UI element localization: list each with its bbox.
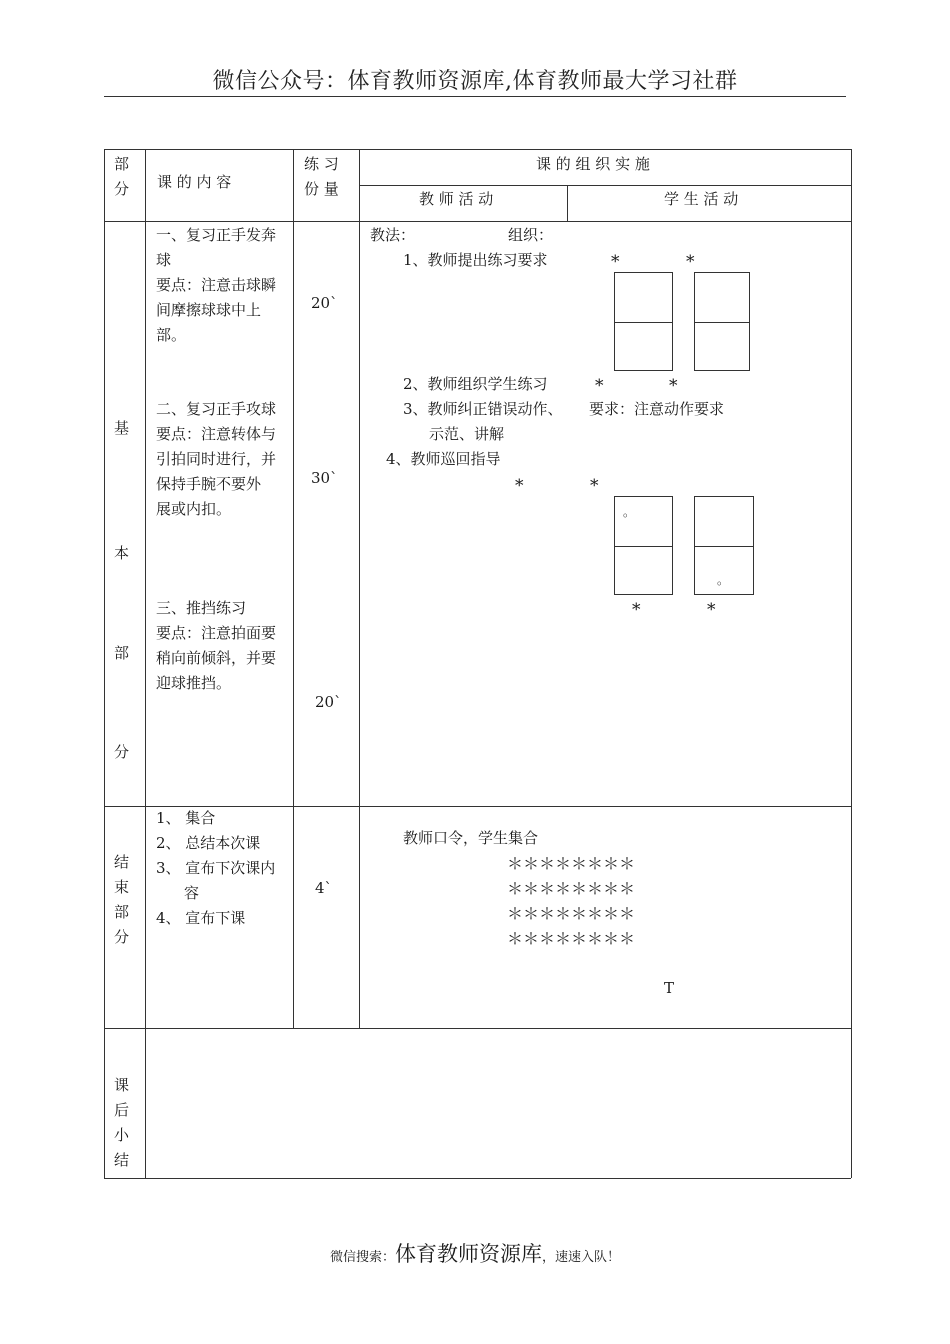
col-amount-label-1: 练 习 xyxy=(304,155,339,173)
basic-content-line: 引拍同时进行，并 xyxy=(156,450,277,468)
footer-prefix: 微信搜索： xyxy=(329,1250,395,1265)
step-1: 1、教师提出练习要求 xyxy=(403,251,548,269)
ending-content-line: 4、 宣布下课 xyxy=(156,909,246,927)
table-net-line xyxy=(695,322,749,323)
page-header-title: 微信公众号：体育教师资源库,体育教师最大学习社群 xyxy=(212,69,738,94)
table-border-top xyxy=(104,149,851,150)
step-2: 2、教师组织学生练习 xyxy=(403,375,548,393)
table-net-line xyxy=(615,322,672,323)
footer-account-name: 体育教师资源库 xyxy=(395,1242,542,1266)
summary-section-char-4: 结 xyxy=(114,1151,130,1169)
basic-content-line: 要点：注意拍面要 xyxy=(156,624,277,642)
student-marker: * xyxy=(707,600,716,620)
table-border-left xyxy=(104,149,105,1178)
student-marker: * xyxy=(686,252,695,272)
ending-content-line: 3、 宣布下次课内 xyxy=(156,859,276,877)
student-formation-row: ＊＊＊＊＊＊＊＊ xyxy=(507,854,636,873)
basic-content-line: 要点：注意击球瞬 xyxy=(156,276,277,294)
footer-suffix: ，速速入队！ xyxy=(542,1250,621,1265)
ball-marker: 。 xyxy=(623,505,636,519)
basic-content-line: 展或内扣。 xyxy=(156,500,232,518)
table-line-col2 xyxy=(293,149,294,1028)
table-border-right xyxy=(851,149,852,1178)
ball-marker: 。 xyxy=(717,573,730,587)
step-3: 3、教师纠正错误动作、 xyxy=(403,400,563,418)
summary-section-char-3: 小 xyxy=(114,1126,130,1144)
student-marker: * xyxy=(595,376,604,396)
teacher-command: 教师口令，学生集合 xyxy=(403,829,539,847)
ending-content-line: 容 xyxy=(184,884,200,902)
col-content-label: 课 的 内 容 xyxy=(157,173,232,191)
student-marker: * xyxy=(669,376,678,396)
ending-content-line: 1、 集合 xyxy=(156,809,216,827)
basic-section-char-4: 分 xyxy=(114,743,130,761)
table-tennis-table-diagram xyxy=(614,496,673,595)
amount-drill-1: 20` xyxy=(311,294,338,312)
student-marker: * xyxy=(515,476,524,496)
basic-content-line: 三、推挡练习 xyxy=(156,599,247,617)
basic-content-line: 球 xyxy=(156,251,172,269)
teacher-position-marker: T xyxy=(664,979,675,997)
table-line-col4 xyxy=(567,185,568,221)
amount-drill-2: 30` xyxy=(311,469,338,487)
basic-content-line: 间摩擦球球中上 xyxy=(156,301,262,319)
table-line-ending-bottom xyxy=(104,1028,851,1029)
ending-section-char-1: 结 xyxy=(114,853,130,871)
basic-content-line: 要点：注意转体与 xyxy=(156,425,277,443)
basic-content-line: 部。 xyxy=(156,326,187,344)
amount-drill-3: 20` xyxy=(315,693,342,711)
table-tennis-table-diagram xyxy=(694,272,750,371)
basic-section-char-3: 部 xyxy=(114,644,130,662)
col-teacher-label: 教 师 活 动 xyxy=(419,190,494,208)
col-student-label: 学 生 活 动 xyxy=(664,190,739,208)
table-tennis-table-diagram xyxy=(614,272,673,371)
summary-section-char-1: 课 xyxy=(114,1076,130,1094)
table-line-col1 xyxy=(145,149,146,1178)
table-line-col3 xyxy=(359,149,360,1028)
table-tennis-table-diagram xyxy=(694,496,754,595)
basic-content-line: 保持手腕不要外 xyxy=(156,475,262,493)
student-marker: * xyxy=(590,476,599,496)
page-footer xyxy=(0,1238,950,1268)
basic-section-char-1: 基 xyxy=(114,419,130,437)
table-line-basic-bottom xyxy=(104,806,851,807)
header-rule xyxy=(104,96,846,97)
table-net-line xyxy=(615,546,672,547)
basic-content-line: 迎球推挡。 xyxy=(156,674,232,692)
student-formation-row: ＊＊＊＊＊＊＊＊ xyxy=(507,904,636,923)
ending-section-char-4: 分 xyxy=(114,928,130,946)
step-3-cont: 示范、讲解 xyxy=(429,425,505,443)
step-4: 4、教师巡回指导 xyxy=(386,450,501,468)
col-org-label: 课 的 组 织 实 施 xyxy=(536,155,650,173)
col-amount-label-2: 份 量 xyxy=(304,180,339,198)
basic-content-line: 二、复习正手攻球 xyxy=(156,400,277,418)
basic-section-char-2: 本 xyxy=(114,544,130,562)
col-section-label-2: 分 xyxy=(114,180,130,198)
ending-section-char-3: 部 xyxy=(114,903,130,921)
org-label: 组织： xyxy=(508,226,554,244)
student-marker: * xyxy=(632,600,641,620)
summary-section-char-2: 后 xyxy=(114,1101,130,1119)
student-formation-row: ＊＊＊＊＊＊＊＊ xyxy=(507,929,636,948)
table-line-subheader xyxy=(359,185,851,186)
table-border-bottom xyxy=(104,1178,851,1179)
ending-section-char-2: 束 xyxy=(114,878,130,896)
table-line-header-bottom xyxy=(104,221,851,222)
requirement-text: 要求：注意动作要求 xyxy=(589,400,725,418)
student-formation-row: ＊＊＊＊＊＊＊＊ xyxy=(507,879,636,898)
col-section-label-1: 部 xyxy=(114,155,130,173)
basic-content-line: 一、复习正手发奔 xyxy=(156,226,277,244)
method-label: 教法： xyxy=(370,226,416,244)
basic-content-line: 稍向前倾斜，并要 xyxy=(156,649,277,667)
student-marker: * xyxy=(611,252,620,272)
table-net-line xyxy=(695,546,753,547)
amount-ending: 4` xyxy=(315,879,333,897)
ending-content-line: 2、 总结本次课 xyxy=(156,834,261,852)
